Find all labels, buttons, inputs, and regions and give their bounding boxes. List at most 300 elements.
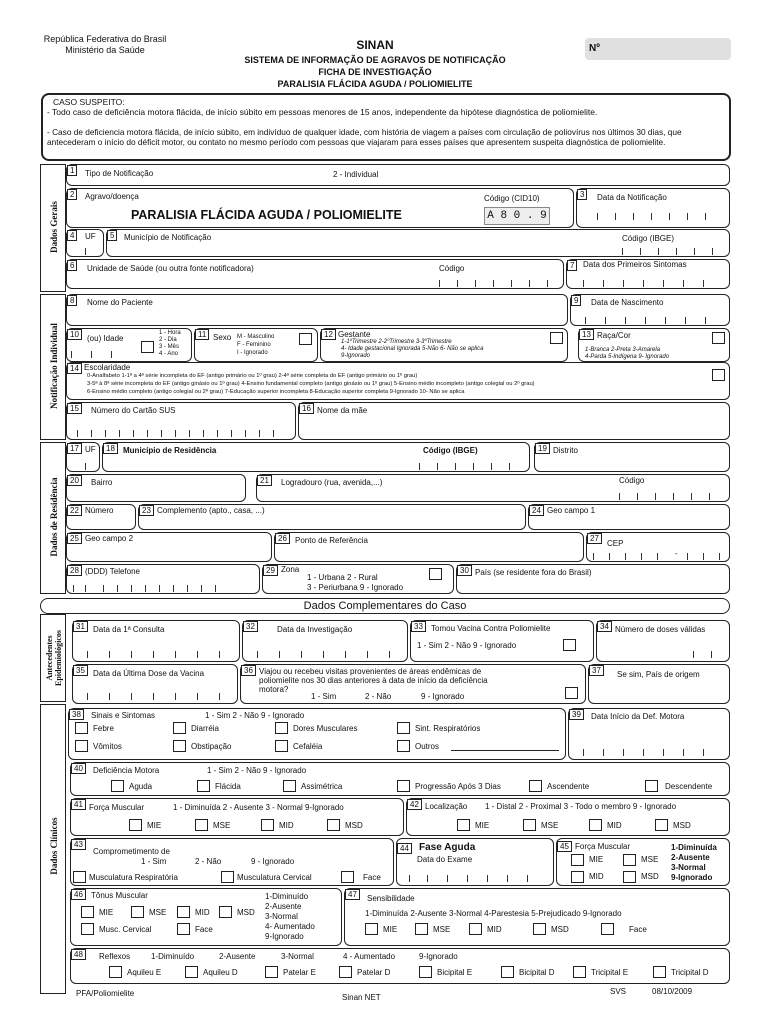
field-number: 9 [571, 295, 581, 306]
tonus-mie-checkbox[interactable] [81, 906, 94, 918]
reflexo-patelar-e-label: Patelar E [283, 968, 316, 977]
sintoma-dores-label: Dores Musculares [293, 724, 358, 733]
viajou-opt-sim: 1 - Sim [311, 692, 337, 701]
idade-opt-mes: 3 - Mês [159, 344, 180, 350]
forca-mid-checkbox[interactable] [261, 819, 274, 831]
sintoma-obstipacao-label: Obstipação [191, 742, 232, 751]
tab-notificacao-individual [40, 294, 66, 440]
cid-value: A 8 0 . 9 [484, 207, 550, 225]
disease-title: PARALISIA FLÁCIDA AGUDA / POLIOMIELITE [277, 79, 473, 89]
dados-residencia-label: Dados de Residência [49, 477, 59, 557]
forca-mie-label: MIE [147, 821, 162, 830]
sens-mie-label: MIE [383, 925, 398, 934]
field-uf-notificacao[interactable] [66, 229, 104, 257]
reflexo-patelar-e-checkbox[interactable] [265, 966, 278, 978]
field-number: 28 [67, 565, 82, 576]
field-data-nascimento[interactable] [570, 294, 730, 326]
sintoma-dores-checkbox[interactable] [275, 722, 288, 734]
antecedentes-label [45, 615, 63, 701]
field-deficiencia-motora[interactable] [70, 762, 730, 796]
escolaridade-opts-3: 6-Ensino médio completo (antigo colegial ou 2º grau) 7-Educação superior incompleta 8-Educação superior completa 9-Ignorado 10- Não se aplica [87, 389, 465, 395]
zona-label: Zona [281, 565, 300, 574]
field-pais-origem[interactable] [588, 664, 730, 704]
agravo-label: Agravo/doença [85, 192, 139, 201]
sintoma-diarreia-checkbox[interactable] [173, 722, 186, 734]
dados-clinicos-label: Dados Clínicos [49, 817, 59, 875]
field-idade[interactable] [66, 328, 192, 362]
idade-opt-dia: 2 - Dia [159, 337, 177, 343]
field-number: 7 [567, 260, 577, 271]
idade-checkbox[interactable] [141, 341, 154, 353]
caso-suspeito-title: CASO SUSPEITO: [53, 97, 125, 107]
antecedentes-label-1: Antecedentes [45, 635, 54, 681]
face-label: Face [363, 873, 381, 882]
forca-fase-mse-checkbox[interactable] [623, 854, 636, 866]
idade-opt-hora: 1 - Hora [159, 330, 181, 336]
footer-svs: SVS [610, 987, 627, 996]
data-nascimento-label: Data de Nascimento [591, 298, 664, 307]
tipo-notificacao-label: Tipo de Notificação [85, 169, 154, 178]
musc-cervical-checkbox[interactable] [221, 871, 234, 883]
field-data-primeira-consulta[interactable] [72, 620, 240, 662]
bairro-label: Bairro [91, 478, 113, 487]
reflexo-patelar-d-label: Patelar D [357, 968, 391, 977]
field-number: 40 [71, 763, 86, 774]
tomou-vacina-checkbox[interactable] [563, 639, 576, 651]
field-number: 10 [67, 329, 82, 340]
footer-form-name: PFA/Poliomielite [76, 989, 135, 998]
field-number: 3 [577, 189, 587, 200]
raca-opts-1: 1-Branca 2-Preta 3-Amarela [585, 347, 661, 353]
field-forca-muscular[interactable] [70, 798, 404, 836]
forca-fase-mid-checkbox[interactable] [571, 871, 584, 883]
reflexo-bicipital-e-checkbox[interactable] [419, 966, 432, 978]
field-number: 44 [397, 843, 412, 854]
nome-paciente-label: Nome do Paciente [87, 298, 153, 307]
field-number: 11 [195, 329, 209, 340]
sens-face-checkbox[interactable] [601, 923, 614, 935]
org-name: República Federativa do Brasil [43, 34, 167, 44]
field-sensibilidade[interactable] [344, 888, 730, 946]
reflexo-aquileu-e-checkbox[interactable] [109, 966, 122, 978]
forca-fase-opt-1: 1-Diminuída [671, 843, 717, 852]
field-number: 26 [275, 533, 290, 544]
forca-fase-label: Força Muscular [575, 842, 631, 851]
field-number: 22 [67, 505, 82, 516]
field-municipio-notificacao[interactable] [106, 229, 730, 257]
reflexo-bicipital-d-label: Bicipital D [519, 968, 555, 977]
field-number: 35 [73, 665, 88, 676]
geo-campo-2-label: Geo campo 2 [85, 534, 134, 543]
field-numero-doses[interactable] [596, 620, 730, 662]
field-zona[interactable] [262, 564, 454, 594]
codigo-ibge-residencia-label: Código (IBGE) [423, 446, 478, 455]
sexo-checkbox[interactable] [299, 333, 312, 345]
sintoma-vomitos-label: Vômitos [93, 742, 122, 751]
data-inicio-def-label: Data Início da Def. Motora [591, 712, 685, 721]
tonus-mid-checkbox[interactable] [177, 906, 190, 918]
tomou-vacina-label: Tomou Vacina Contra Poliomielite [431, 624, 551, 633]
forca-msd-checkbox[interactable] [327, 819, 340, 831]
tonus-musc-cervical-checkbox[interactable] [81, 923, 94, 935]
gestante-label: Gestante [338, 330, 371, 339]
pais-origem-label: Se sim, País de origem [617, 670, 700, 679]
data-ultima-dose-label: Data da Última Dose da Vacina [93, 669, 205, 678]
comp-opt-ignorado: 9 - Ignorado [251, 857, 295, 866]
tab-antecedentes [40, 614, 66, 702]
field-raca-cor[interactable] [578, 328, 730, 362]
reflexos-opt-3: 3-Normal [281, 952, 314, 961]
cep-label: CEP [607, 539, 624, 548]
cid-label: Código (CID10) [484, 194, 540, 203]
dados-gerais-label: Dados Gerais [49, 201, 59, 253]
field-distrito[interactable] [534, 442, 730, 472]
tonus-muscular-label: Tônus Muscular [91, 891, 148, 900]
local-msd-checkbox[interactable] [655, 819, 668, 831]
sensibilidade-opts: 1-Diminuída 2-Ausente 3-Normal 4-Parestesia 5-Prejudicado 9-Ignorado [365, 909, 622, 918]
tonus-musc-cervical-label: Musc. Cervical [99, 925, 152, 934]
field-ponto-referencia[interactable] [274, 532, 584, 562]
field-agravo[interactable] [66, 188, 574, 228]
field-number: 37 [589, 665, 604, 676]
field-number: 2 [67, 189, 77, 200]
zona-opts-1: 1 - Urbana 2 - Rural [307, 573, 378, 582]
tonus-mse-label: MSE [149, 908, 167, 917]
numero-doses-label: Número de doses válidas [615, 625, 706, 634]
sens-msd-checkbox[interactable] [533, 923, 546, 935]
musc-respiratoria-checkbox[interactable] [73, 871, 86, 883]
def-assimetrica-checkbox[interactable] [283, 780, 296, 792]
field-geo-campo-1[interactable] [528, 504, 730, 530]
field-viajou[interactable] [240, 664, 586, 704]
sintoma-febre-checkbox[interactable] [75, 722, 88, 734]
viajou-opt-ignorado: 9 - Ignorado [421, 692, 465, 701]
tab-dados-residencia [40, 442, 66, 594]
numero-field[interactable] [585, 38, 731, 60]
field-number: 24 [529, 505, 544, 516]
def-flacida-label: Flácida [215, 782, 241, 791]
field-cep[interactable]: 27 CEP - [586, 532, 730, 562]
escolaridade-opts-1: 0-Analfabeto 1-1ª a 4ª série incompleta do EF (antigo primário ou 1º grau) 2-4ª série completa do EF (antigo primário ou 1º grau) [87, 373, 418, 379]
sintoma-respiratorio-checkbox[interactable] [397, 722, 410, 734]
reflexo-tricipital-d-checkbox[interactable] [653, 966, 666, 978]
pais-residente-label: País (se residente fora do Brasil) [475, 568, 592, 577]
field-number: 8 [67, 295, 77, 306]
field-tipo-notificacao[interactable] [66, 164, 730, 186]
dados-complementares-header: Dados Complementares do Caso [40, 598, 730, 614]
field-tomou-vacina[interactable] [410, 620, 594, 662]
field-sinais-sintomas[interactable] [68, 708, 566, 760]
nome-mae-label: Nome da mãe [317, 406, 368, 415]
field-number: 43 [71, 839, 86, 850]
field-number: 25 [67, 533, 82, 544]
sintoma-cefaleia-checkbox[interactable] [275, 740, 288, 752]
tonus-msd-label: MSD [237, 908, 255, 917]
localizacao-opts: 1 - Distal 2 - Proximal 3 - Todo o membro 9 - Ignorado [485, 802, 677, 811]
fase-aguda-label: Fase Aguda [419, 842, 476, 853]
gestante-opts-2: 4- Idade gestacional Ignorada 5-Não 6- Não se aplica [341, 346, 484, 352]
forca-mie-checkbox[interactable] [129, 819, 142, 831]
field-number: 41 [71, 799, 86, 810]
field-number: 13 [579, 329, 594, 340]
field-localizacao[interactable] [406, 798, 730, 836]
field-number: 38 [69, 709, 84, 720]
sintoma-outros-label: Outros [415, 742, 440, 751]
sens-mie-checkbox[interactable] [365, 923, 378, 935]
sens-face-label: Face [629, 925, 647, 934]
sintoma-cefaleia-label: Cefaléia [293, 742, 323, 751]
data-investigacao-label: Data da Investigação [277, 625, 353, 634]
field-pais-residente[interactable] [456, 564, 730, 594]
field-number: 16 [299, 403, 314, 414]
field-number: 12 [321, 329, 336, 340]
tonus-msd-checkbox[interactable] [219, 906, 232, 918]
tipo-individual-value: 2 - Individual [333, 170, 379, 179]
reflexos-label: Reflexos [99, 952, 131, 961]
reflexo-aquileu-e-label: Aquileu E [127, 968, 162, 977]
reflexo-bicipital-e-label: Bicipital E [437, 968, 473, 977]
data-primeira-consulta-label: Data da 1ª Consulta [93, 625, 165, 634]
musc-respiratoria-label: Musculatura Respiratória [89, 873, 178, 882]
musc-cervical-label: Musculatura Cervical [237, 873, 312, 882]
forca-fase-mse-label: MSE [641, 855, 659, 864]
sintoma-diarreia-label: Diarréia [191, 724, 220, 733]
sens-mse-checkbox[interactable] [415, 923, 428, 935]
local-mse-label: MSE [541, 821, 559, 830]
tonus-opt-2: 2-Ausente [265, 902, 302, 911]
viajou-opt-nao: 2 - Não [365, 692, 392, 701]
forca-mse-label: MSE [213, 821, 231, 830]
forca-fase-opt-9: 9-Ignorado [671, 873, 713, 882]
sens-msd-label: MSD [551, 925, 569, 934]
field-tonus-muscular[interactable] [70, 888, 342, 946]
field-logradouro[interactable] [256, 474, 730, 502]
sintoma-obstipacao-checkbox[interactable] [173, 740, 186, 752]
tonus-mse-checkbox[interactable] [131, 906, 144, 918]
comp-opt-nao: 2 - Não [195, 857, 222, 866]
field-reflexos[interactable] [70, 948, 730, 984]
data-notificacao-label: Data da Notificação [597, 193, 667, 202]
field-uf-residencia[interactable] [66, 442, 100, 472]
reflexo-aquileu-d-checkbox[interactable] [185, 966, 198, 978]
field-unidade-saude[interactable] [66, 259, 564, 289]
footer-system: Sinan NET [342, 993, 381, 1002]
zona-checkbox[interactable] [429, 568, 442, 580]
field-number: 34 [597, 621, 612, 632]
forca-fase-mid-label: MID [589, 872, 604, 881]
municipio-notificacao-label: Município de Notificação [124, 233, 212, 242]
field-complemento[interactable] [138, 504, 526, 530]
distrito-label: Distrito [553, 446, 578, 455]
field-fase-aguda[interactable] [396, 838, 554, 886]
field-number: 30 [457, 565, 472, 576]
notificacao-individual-label: Notificação Individual [49, 323, 59, 409]
field-number: 14 [67, 363, 82, 374]
field-municipio-residencia[interactable] [102, 442, 530, 472]
comp-opt-sim: 1 - Sim [141, 857, 167, 866]
data-exame-label: Data do Exame [417, 855, 473, 864]
field-number: 19 [535, 443, 550, 454]
sinais-sintomas-label: Sinais e Sintomas [91, 711, 156, 720]
field-data-notificacao[interactable] [576, 188, 730, 228]
system-title: SISTEMA DE INFORMAÇÃO DE AGRAVOS DE NOTIFICAÇÃO [244, 55, 506, 65]
sens-mid-checkbox[interactable] [469, 923, 482, 935]
forca-fase-mie-checkbox[interactable] [571, 854, 584, 866]
field-number: 1 [67, 165, 77, 176]
tonus-face-checkbox[interactable] [177, 923, 190, 935]
tonus-opt-1: 1-Diminuído [265, 892, 309, 901]
forca-muscular-opts: 1 - Diminuída 2 - Ausente 3 - Normal 9-Ignorado [173, 803, 344, 812]
forca-fase-mie-label: MIE [589, 855, 604, 864]
gestante-opts-1: 1-1ºTrimestre 2-2ºTrimestre 3-3ºTrimestre [341, 339, 452, 345]
face-checkbox[interactable] [341, 871, 354, 883]
field-number: 5 [107, 230, 117, 241]
sens-mid-label: MID [487, 925, 502, 934]
def-aguda-label: Aguda [129, 782, 153, 791]
numero-label: Nº [589, 43, 600, 54]
reflexo-patelar-d-checkbox[interactable] [339, 966, 352, 978]
reflexo-tricipital-e-checkbox[interactable] [573, 966, 586, 978]
field-data-ultima-dose[interactable] [72, 664, 238, 704]
field-gestante[interactable] [320, 328, 568, 362]
field-comprometimento[interactable] [70, 838, 394, 886]
localizacao-label: Localização [425, 802, 468, 811]
field-geo-campo-2[interactable] [66, 532, 272, 562]
field-escolaridade[interactable] [66, 362, 730, 400]
deficiencia-motora-label: Deficiência Motora [93, 766, 160, 775]
reflexo-bicipital-d-checkbox[interactable] [501, 966, 514, 978]
def-aguda-checkbox[interactable] [111, 780, 124, 792]
field-data-inicio-def[interactable] [568, 708, 730, 760]
local-msd-label: MSD [673, 821, 691, 830]
caso-def-1: - Todo caso de deficiência motora flácida, de início súbito em pessoas menores de 15 anos, independente da hipótese diagnóstica de poliomielite. [47, 107, 598, 117]
reflexos-opt-4: 4 - Aumentado [343, 952, 396, 961]
unidade-saude-label: Unidade de Saúde (ou outra fonte notificadora) [87, 264, 254, 273]
tonus-mid-label: MID [195, 908, 210, 917]
tonus-mie-label: MIE [99, 908, 114, 917]
raca-cor-label: Raça/Cor [597, 331, 631, 340]
sexo-label: Sexo [213, 333, 232, 342]
codigo-logradouro-label: Código [619, 476, 645, 485]
forca-fase-opt-3: 3-Normal [671, 863, 706, 872]
reflexos-opt-2: 2-Ausente [219, 952, 256, 961]
viajou-checkbox[interactable] [565, 687, 578, 699]
field-data-investigacao[interactable] [242, 620, 408, 662]
field-number: 20 [67, 475, 82, 486]
escolaridade-checkbox[interactable] [712, 369, 725, 381]
sintoma-outros-checkbox[interactable] [397, 740, 410, 752]
reflexo-tricipital-d-label: Tricipital D [671, 968, 709, 977]
raca-checkbox[interactable] [712, 332, 725, 344]
sinais-sintomas-opts: 1 - Sim 2 - Não 9 - Ignorado [205, 711, 305, 720]
tonus-opt-4: 4- Aumentado [265, 922, 315, 931]
local-mie-checkbox[interactable] [457, 819, 470, 831]
field-number: 39 [569, 709, 584, 720]
field-sexo[interactable] [194, 328, 318, 362]
forca-mse-checkbox[interactable] [195, 819, 208, 831]
reflexo-tricipital-e-label: Tricipital E [591, 968, 629, 977]
field-number: 6 [67, 260, 77, 271]
viajou-line-2: poliomielite nos 30 dias anteriores à data de início da deficiência [259, 676, 488, 685]
def-progressao-checkbox[interactable] [397, 780, 410, 792]
field-nome-mae[interactable] [298, 402, 730, 440]
ponto-referencia-label: Ponto de Referência [295, 536, 368, 545]
deficiencia-motora-opts: 1 - Sim 2 - Não 9 - Ignorado [207, 766, 307, 775]
field-telefone[interactable] [66, 564, 260, 594]
sintoma-vomitos-checkbox[interactable] [75, 740, 88, 752]
field-number: 27 [587, 533, 602, 544]
def-flacida-checkbox[interactable] [197, 780, 210, 792]
field-number: 31 [73, 621, 88, 632]
field-data-sintomas[interactable] [566, 259, 730, 289]
forca-muscular-label: Força Muscular [89, 803, 145, 812]
field-nome-paciente[interactable] [66, 294, 568, 326]
footer-date: 08/10/2009 [652, 987, 693, 996]
forca-fase-msd-checkbox[interactable] [623, 871, 636, 883]
tomou-vacina-opts: 1 - Sim 2 - Não 9 - Ignorado [417, 641, 517, 650]
forca-fase-opt-2: 2-Ausente [671, 853, 710, 862]
local-mse-checkbox[interactable] [523, 819, 536, 831]
field-number: 32 [243, 621, 258, 632]
forca-mid-label: MID [279, 821, 294, 830]
caso-def-2: - Caso de deficiencia motora flácida, de início súbito, em indivíduo de qualquer idade, com história de viagem a países com circulação de poliovírus nos últimos 30 dias, que antecederam o início do déficit motor, ou contato no mesmo período com pessoas que viajaram para esses países que apresentem suspeita diagnóstica de poliomielite. [47, 127, 682, 147]
field-number: 33 [411, 621, 426, 632]
field-cartao-sus[interactable] [66, 402, 296, 440]
reflexo-aquileu-d-label: Aquileu D [203, 968, 238, 977]
tonus-face-label: Face [195, 925, 213, 934]
field-bairro[interactable] [66, 474, 246, 502]
field-number: 48 [71, 949, 86, 960]
telefone-label: (DDD) Telefone [85, 567, 140, 576]
tonus-opt-9: 9-Ignorado [265, 932, 304, 941]
cartao-sus-label: Número do Cartão SUS [91, 406, 176, 415]
codigo-label: Código [439, 264, 465, 273]
def-descendente-checkbox[interactable] [645, 780, 658, 792]
def-ascendente-label: Ascendente [547, 782, 590, 791]
zona-opts-2: 3 - Periurbana 9 - Ignorado [307, 583, 404, 592]
def-progressao-label: Progressão Após 3 Dias [415, 782, 501, 791]
codigo-ibge-label: Código (IBGE) [622, 234, 675, 243]
field-number: 23 [139, 505, 154, 516]
field-forca-muscular-fase[interactable] [556, 838, 730, 886]
field-number: 21 [257, 475, 272, 486]
def-descendente-label: Descendente [665, 782, 713, 791]
outros-line[interactable] [451, 750, 559, 751]
comprometimento-label: Comprometimento de [93, 847, 170, 856]
viajou-line-3: motora? [259, 685, 289, 694]
reflexos-opt-1: 1-Diminuído [151, 952, 195, 961]
field-number: 36 [241, 665, 256, 676]
antecedentes-label-2: Epidemiológicos [54, 630, 63, 687]
field-number: 29 [263, 565, 278, 576]
sintoma-respiratorio-label: Sint. Respiratórios [415, 724, 481, 733]
complemento-label: Complemento (apto., casa, ...) [157, 506, 265, 515]
field-number: 46 [71, 889, 86, 900]
agravo-value: PARALISIA FLÁCIDA AGUDA / POLIOMIELITE [131, 208, 402, 222]
sens-mse-label: MSE [433, 925, 451, 934]
field-numero[interactable] [66, 504, 136, 530]
field-number: 18 [103, 443, 118, 454]
sexo-opt-i: I - Ignorado [237, 350, 268, 356]
gestante-checkbox[interactable] [550, 332, 563, 344]
logradouro-label: Logradouro (rua, avenida,...) [281, 478, 383, 487]
numero-label: Número [85, 506, 114, 515]
raca-opts-2: 4-Parda 5-Indígena 9- Ignorado [585, 354, 670, 360]
tonus-opt-3: 3-Normal [265, 912, 298, 921]
form-title: FICHA DE INVESTIGAÇÃO [318, 67, 432, 77]
def-ascendente-checkbox[interactable] [529, 780, 542, 792]
local-mid-checkbox[interactable] [589, 819, 602, 831]
